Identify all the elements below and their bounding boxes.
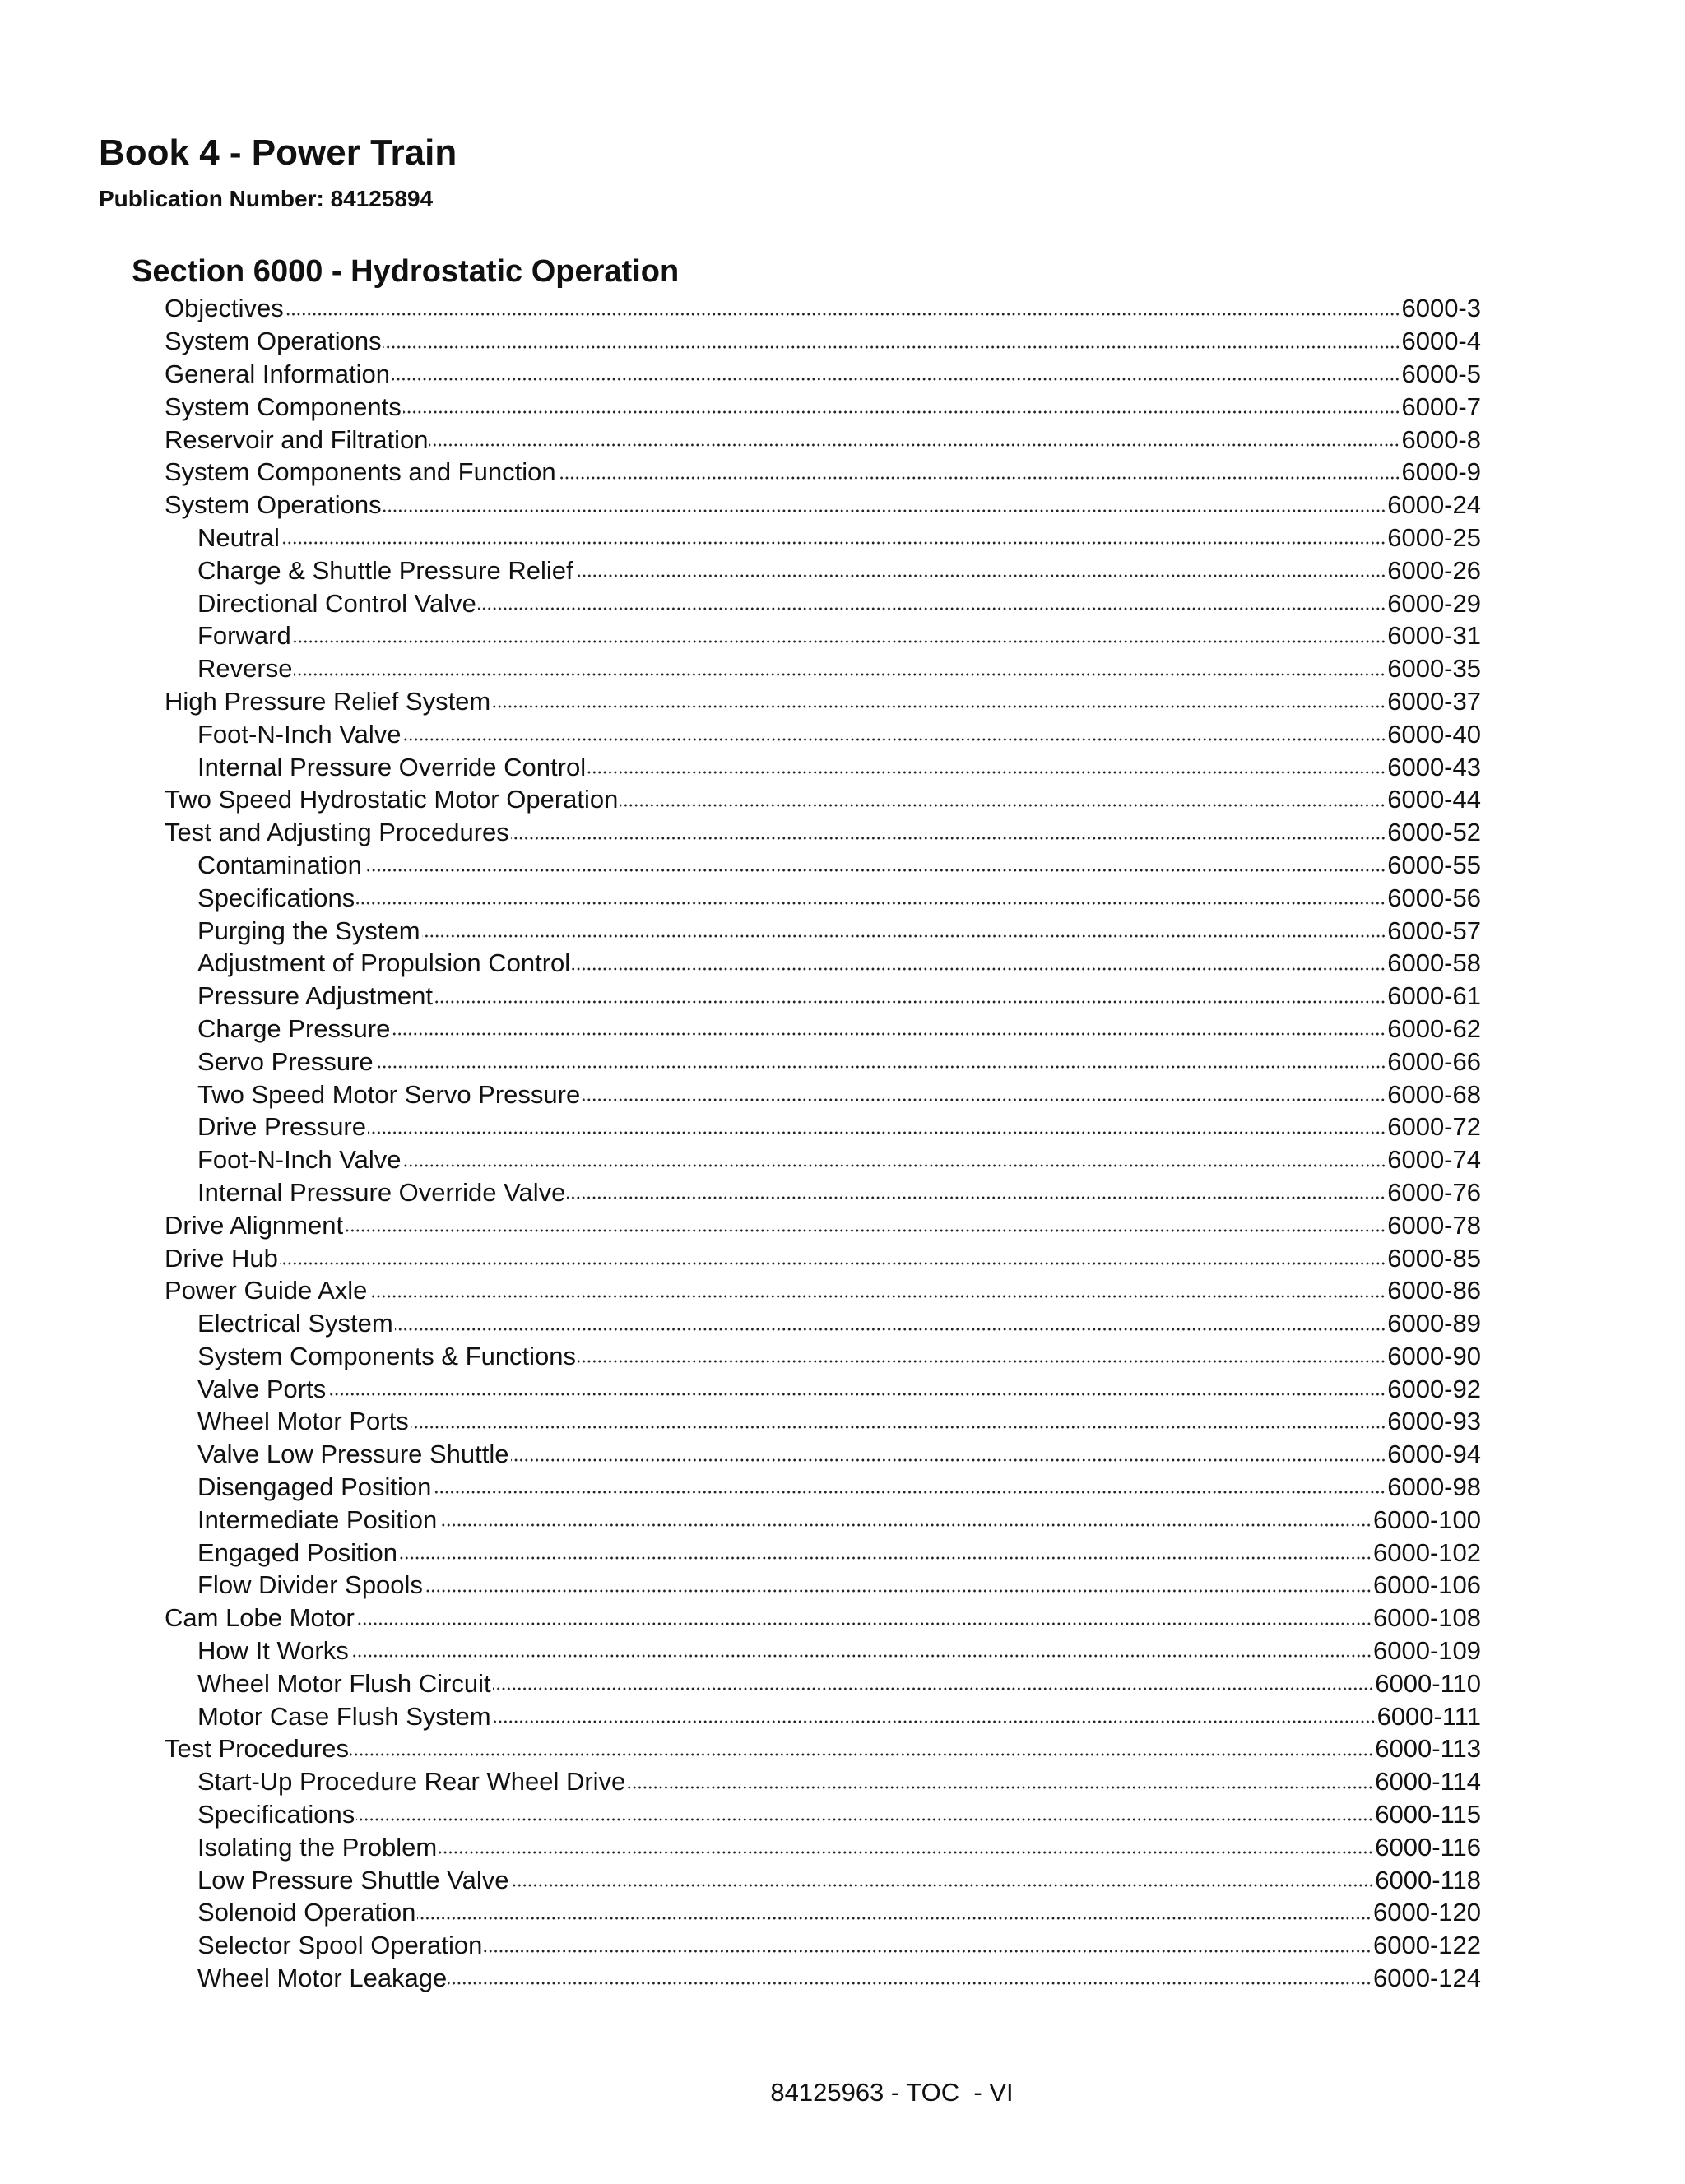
toc-entry[interactable]	[0, 1013, 1481, 1046]
toc-entry-title: Charge Pressure	[197, 1013, 391, 1043]
toc-entry-page: 6000-7	[1401, 392, 1481, 421]
toc-entry-title: Internal Pressure Override Control	[197, 752, 587, 781]
toc-entry[interactable]	[0, 423, 1481, 456]
toc-entry-page: 6000-120	[1372, 1898, 1481, 1927]
toc-entry-page: 6000-66	[1387, 1046, 1481, 1076]
toc-entry-page: 6000-106	[1372, 1570, 1481, 1600]
toc-entry-title: Directional Control Valve	[197, 588, 476, 618]
dot-leader	[575, 573, 1386, 579]
toc-entry[interactable]	[0, 390, 1481, 423]
toc-entry[interactable]	[0, 1045, 1481, 1078]
dot-leader	[511, 1457, 1386, 1463]
toc-entry[interactable]	[0, 1176, 1481, 1209]
toc-entry-title: Wheel Motor Ports	[197, 1407, 409, 1436]
toc-entry-title: Objectives	[165, 294, 284, 323]
dot-leader	[572, 966, 1386, 972]
toc-entry[interactable]	[0, 1405, 1481, 1438]
dot-leader	[356, 1621, 1372, 1627]
toc-entry-page: 6000-108	[1372, 1603, 1481, 1633]
dot-leader	[558, 475, 1400, 481]
toc-entry-page: 6000-56	[1387, 883, 1481, 912]
toc-entry[interactable]	[0, 1830, 1481, 1863]
dot-leader	[403, 736, 1386, 743]
toc-entry[interactable]	[0, 1307, 1481, 1340]
toc-entry[interactable]	[0, 554, 1481, 587]
dot-leader	[327, 1391, 1386, 1398]
toc-entry-page: 6000-116	[1375, 1832, 1481, 1862]
toc-entry-title: Specifications	[197, 883, 355, 912]
toc-entry-title: Charge & Shuttle Pressure Relief	[197, 555, 573, 585]
toc-entry-page: 6000-100	[1372, 1505, 1481, 1534]
toc-entry[interactable]	[0, 1208, 1481, 1241]
dot-leader	[368, 1129, 1386, 1136]
toc-entry-page: 6000-29	[1387, 588, 1481, 618]
toc-entry-title: Disengaged Position	[197, 1472, 432, 1502]
dot-leader	[403, 409, 1400, 415]
dot-leader	[294, 671, 1386, 678]
toc-entry[interactable]	[0, 750, 1481, 783]
toc-entry-page: 6000-109	[1372, 1636, 1481, 1666]
toc-entry[interactable]	[0, 1536, 1481, 1569]
toc-entry[interactable]	[0, 685, 1481, 718]
toc-entry-page: 6000-35	[1387, 654, 1481, 684]
dot-leader	[587, 769, 1386, 776]
toc-entry-title: System Components and Function	[165, 457, 556, 487]
toc-entry-title: Contamination	[197, 850, 362, 879]
toc-entry-page: 6000-26	[1387, 555, 1481, 585]
toc-entry[interactable]	[0, 489, 1481, 522]
toc-entry-title: High Pressure Relief System	[165, 686, 491, 716]
toc-entry[interactable]	[0, 1765, 1481, 1798]
dot-leader	[417, 1915, 1372, 1922]
dot-leader	[433, 1489, 1386, 1495]
toc-entry-title: System Operations	[165, 490, 382, 520]
toc-entry-page: 6000-57	[1387, 916, 1481, 945]
toc-entry[interactable]	[0, 1732, 1481, 1765]
toc-entry-title: Wheel Motor Leakage	[197, 1964, 448, 1993]
toc-entry-page: 6000-98	[1387, 1472, 1481, 1502]
toc-entry[interactable]	[0, 1241, 1481, 1274]
toc-entry-title: Power Guide Axle	[165, 1276, 368, 1305]
dot-leader	[484, 1948, 1372, 1954]
toc-entry-page: 6000-52	[1387, 818, 1481, 847]
dot-leader	[493, 1718, 1376, 1725]
toc-entry-title: Two Speed Hydrostatic Motor Operation	[165, 785, 619, 814]
toc-entry-page: 6000-113	[1375, 1734, 1481, 1764]
toc-entry-page: 6000-122	[1372, 1931, 1481, 1960]
toc-entry[interactable]	[0, 980, 1481, 1013]
toc-entry-page: 6000-85	[1387, 1243, 1481, 1273]
toc-entry-title: Start-Up Procedure Rear Wheel Drive	[197, 1767, 626, 1797]
dot-leader	[403, 1162, 1386, 1169]
dot-leader	[429, 442, 1400, 448]
toc-entry-page: 6000-124	[1372, 1964, 1481, 1993]
dot-leader	[345, 1227, 1386, 1234]
toc-entry-page: 6000-111	[1376, 1701, 1481, 1731]
toc-entry-title: General Information	[165, 359, 390, 388]
dot-leader	[422, 933, 1386, 939]
toc-list	[0, 292, 1685, 1994]
toc-entry[interactable]	[0, 1896, 1481, 1929]
toc-entry[interactable]	[0, 816, 1481, 849]
dot-leader	[356, 900, 1386, 907]
toc-entry-title: Solenoid Operation	[197, 1898, 416, 1927]
toc-entry-page: 6000-25	[1387, 522, 1481, 552]
dot-leader	[375, 1064, 1386, 1070]
toc-entry[interactable]	[0, 587, 1481, 619]
toc-entry-title: Servo Pressure	[197, 1046, 374, 1076]
dot-leader	[448, 1980, 1372, 1987]
toc-entry[interactable]	[0, 652, 1481, 685]
dot-leader	[293, 638, 1386, 645]
toc-entry-page: 6000-31	[1387, 621, 1481, 651]
toc-entry-page: 6000-89	[1387, 1309, 1481, 1338]
section-title: Section 6000 - Hydrostatic Operation	[132, 254, 680, 289]
toc-entry[interactable]	[0, 717, 1481, 750]
toc-entry-title: Selector Spool Operation	[197, 1931, 483, 1960]
toc-entry-title: Reverse	[197, 654, 293, 684]
toc-entry[interactable]	[0, 1798, 1481, 1831]
dot-leader	[439, 1849, 1373, 1856]
toc-entry-page: 6000-93	[1387, 1407, 1481, 1436]
toc-entry-page: 6000-24	[1387, 490, 1481, 520]
toc-entry-page: 6000-37	[1387, 686, 1481, 716]
dot-leader	[511, 1882, 1374, 1889]
toc-entry-title: Two Speed Motor Servo Pressure	[197, 1079, 581, 1109]
toc-entry-title: Adjustment of Propulsion Control	[197, 948, 571, 978]
toc-entry-page: 6000-3	[1401, 294, 1481, 323]
toc-entry-title: Test and Adjusting Procedures	[165, 818, 509, 847]
toc-entry[interactable]	[0, 881, 1481, 914]
dot-leader	[281, 540, 1386, 546]
toc-entry[interactable]	[0, 947, 1481, 980]
toc-entry-title: Cam Lobe Motor	[165, 1603, 355, 1633]
toc-entry-title: Internal Pressure Override Valve	[197, 1177, 566, 1207]
toc-entry-title: System Components & Functions	[197, 1341, 577, 1370]
dot-leader	[392, 1031, 1386, 1037]
toc-entry-title: Wheel Motor Flush Circuit	[197, 1668, 491, 1698]
toc-entry-page: 6000-43	[1387, 752, 1481, 781]
toc-entry-page: 6000-110	[1375, 1668, 1481, 1698]
toc-entry[interactable]	[0, 1503, 1481, 1536]
toc-entry-page: 6000-115	[1375, 1800, 1481, 1829]
toc-entry-page: 6000-8	[1401, 424, 1481, 454]
toc-entry-title: System Operations	[165, 327, 382, 356]
dot-leader	[411, 1424, 1386, 1430]
toc-entry-page: 6000-62	[1387, 1013, 1481, 1043]
toc-entry-title: Valve Ports	[197, 1374, 327, 1403]
toc-entry-title: Motor Case Flush System	[197, 1701, 491, 1731]
toc-entry-page: 6000-58	[1387, 948, 1481, 978]
toc-entry[interactable]	[0, 1340, 1481, 1373]
toc-entry-title: Test Procedures	[165, 1734, 349, 1764]
toc-entry-title: Foot-N-Inch Valve	[197, 1145, 402, 1175]
dot-leader	[582, 1097, 1386, 1103]
toc-entry-page: 6000-114	[1375, 1767, 1481, 1797]
toc-entry-title: Electrical System	[197, 1309, 393, 1338]
toc-entry-page: 6000-90	[1387, 1341, 1481, 1370]
toc-entry[interactable]	[0, 1143, 1481, 1176]
dot-leader	[434, 999, 1386, 1005]
toc-entry-page: 6000-76	[1387, 1177, 1481, 1207]
dot-leader	[493, 1686, 1374, 1692]
toc-entry[interactable]	[0, 849, 1481, 882]
toc-entry-title: Low Pressure Shuttle Valve	[197, 1865, 509, 1894]
dot-leader	[364, 867, 1386, 874]
toc-entry[interactable]	[0, 1602, 1481, 1635]
dot-leader	[399, 1555, 1372, 1561]
toc-entry[interactable]	[0, 325, 1481, 358]
toc-entry-page: 6000-9	[1401, 457, 1481, 487]
dot-leader	[578, 1358, 1386, 1365]
toc-entry[interactable]	[0, 1929, 1481, 1962]
dot-leader	[383, 344, 1400, 350]
toc-entry-page: 6000-5	[1401, 359, 1481, 388]
toc-entry[interactable]	[0, 1471, 1481, 1504]
toc-entry[interactable]	[0, 783, 1481, 816]
toc-entry-page: 6000-92	[1387, 1374, 1481, 1403]
toc-entry[interactable]	[0, 1667, 1481, 1699]
toc-entry-page: 6000-102	[1372, 1537, 1481, 1567]
toc-entry-page: 6000-68	[1387, 1079, 1481, 1109]
toc-entry[interactable]	[0, 292, 1481, 325]
toc-entry[interactable]	[0, 1372, 1481, 1405]
toc-entry[interactable]	[0, 619, 1481, 652]
toc-entry-title: Foot-N-Inch Valve	[197, 719, 402, 749]
toc-entry-title: Drive Alignment	[165, 1210, 344, 1240]
toc-entry-page: 6000-61	[1387, 981, 1481, 1011]
dot-leader	[620, 802, 1386, 809]
toc-entry-page: 6000-40	[1387, 719, 1481, 749]
toc-entry-title: Drive Hub	[165, 1243, 278, 1273]
toc-entry[interactable]	[0, 1962, 1481, 1995]
dot-leader	[478, 605, 1386, 612]
dot-leader	[350, 1653, 1372, 1659]
toc-entry[interactable]	[0, 358, 1481, 391]
toc-entry-page: 6000-72	[1387, 1112, 1481, 1142]
toc-entry[interactable]	[0, 456, 1481, 489]
dot-leader	[567, 1194, 1386, 1201]
toc-entry-title: Intermediate Position	[197, 1505, 438, 1534]
dot-leader	[369, 1293, 1386, 1300]
dot-leader	[627, 1784, 1373, 1791]
dot-leader	[350, 1751, 1373, 1758]
toc-entry-title: System Components	[165, 392, 402, 421]
dot-leader	[356, 1816, 1373, 1823]
toc-entry-title: Pressure Adjustment	[197, 981, 434, 1011]
toc-entry-title: Engaged Position	[197, 1537, 398, 1567]
toc-entry-title: Neutral	[197, 522, 280, 552]
toc-entry-title: How It Works	[197, 1636, 349, 1666]
toc-entry-page: 6000-44	[1387, 785, 1481, 814]
toc-entry-page: 6000-55	[1387, 850, 1481, 879]
toc-entry[interactable]	[0, 1863, 1481, 1896]
book-title: Book 4 - Power Train	[99, 132, 457, 173]
dot-leader	[439, 1522, 1372, 1528]
toc-entry-title: Reservoir and Filtration	[165, 424, 429, 454]
toc-entry[interactable]	[0, 522, 1481, 554]
toc-entry[interactable]	[0, 1111, 1481, 1143]
dot-leader	[492, 703, 1386, 710]
toc-entry-title: Forward	[197, 621, 291, 651]
toc-entry-title: Purging the System	[197, 916, 420, 945]
toc-entry-title: Valve Low Pressure Shuttle	[197, 1440, 509, 1469]
toc-entry-page: 6000-118	[1375, 1865, 1481, 1894]
toc-entry[interactable]	[0, 1699, 1481, 1732]
toc-entry[interactable]	[0, 914, 1481, 947]
toc-entry-page: 6000-78	[1387, 1210, 1481, 1240]
dot-leader	[285, 311, 1400, 318]
publication-number: Publication Number: 84125894	[99, 186, 434, 211]
dot-leader	[392, 376, 1400, 383]
toc-entry[interactable]	[0, 1078, 1481, 1111]
toc-entry-title: Specifications	[197, 1800, 355, 1829]
toc-entry-page: 6000-74	[1387, 1145, 1481, 1175]
toc-entry-title: Isolating the Problem	[197, 1832, 438, 1862]
dot-leader	[395, 1326, 1386, 1333]
dot-leader	[383, 508, 1386, 514]
toc-entry-page: 6000-94	[1387, 1440, 1481, 1469]
toc-entry-title: Flow Divider Spools	[197, 1570, 423, 1600]
page-footer: 84125963 - TOC - VI	[770, 2078, 1014, 2107]
toc-entry-page: 6000-4	[1401, 327, 1481, 356]
toc-entry[interactable]	[0, 1569, 1481, 1602]
toc-entry-title: Drive Pressure	[197, 1112, 366, 1142]
toc-entry[interactable]	[0, 1274, 1481, 1307]
toc-entry[interactable]	[0, 1438, 1481, 1471]
dot-leader	[425, 1588, 1372, 1594]
dot-leader	[280, 1260, 1386, 1267]
toc-entry[interactable]	[0, 1635, 1481, 1667]
toc-entry-page: 6000-86	[1387, 1276, 1481, 1305]
dot-leader	[511, 835, 1386, 842]
